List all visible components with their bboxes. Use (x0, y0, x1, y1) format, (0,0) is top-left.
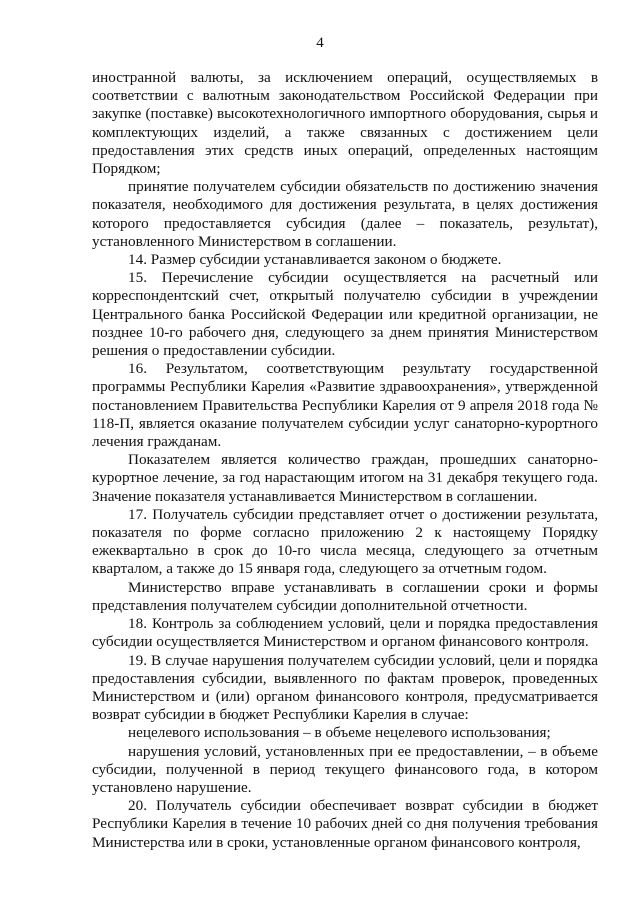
paragraph-14: 14. Размер субсидии устанавливается законом о бюджете. (128, 251, 502, 269)
paragraph-continuation: иностранной валюты, за исключением операций, осуществляемых в соответствии с валютным законодательством Российской Федерации при закупке (поставке) высокотехнологичного импортного оборудования, сырья и комплектующих изделий, а также связанных с достижением цели предоставления этих средств иных операций, определенных настоящим Порядком; (92, 69, 598, 178)
paragraph-violation: нарушения условий, установленных при ее предоставлении, – в объеме субсидии, полученной в период текущего финансового года, в котором установлено нарушение. (92, 742, 598, 796)
paragraph-indicator: Показателем является количество граждан, прошедших санаторно-курортное лечение, за год нарастающим итогом на 31 декабря текущего года. Значение показателя устанавливается Министерством в соглашении. (92, 451, 598, 505)
paragraph-obligation: принятие получателем субсидии обязательств по достижению значения показателя, необходимого для достижения результата, в целях достижения которого предоставляется субсидия (далее – показатель, результат), установленного Министерством в соглашении. (92, 178, 598, 250)
document-body (92, 69, 598, 852)
paragraph-16: 16. Результатом, соответствующим результату государственной программы Республики Карелия «Развитие здравоохранения», утвержденной постановлением Правительства Республики Карелия от 9 апреля 2018 года № 118-П, является оказание получателем субсидии услуг санаторно-курортного лечения гражданам. (92, 360, 598, 451)
paragraph-20: 20. Получатель субсидии обеспечивает возврат субсидии в бюджет Республики Карелия в течение 10 рабочих дней со дня получения требования Министерства или в сроки, установленные органом финансового контроля, (92, 797, 598, 851)
paragraph-additional-reporting: Министерство вправе устанавливать в соглашении сроки и формы представления получателем субсидии дополнительной отчетности. (92, 578, 598, 614)
paragraph-15: 15. Перечисление субсидии осуществляется на расчетный или корреспондентский счет, открытый получателю субсидии в учреждении Центрального банка Российской Федерации или кредитной организации, не позднее 10-го рабочего дня, следующего за днем принятия Министерством решения о предоставлении субсидии. (92, 269, 598, 360)
page-number: 4 (316, 35, 324, 51)
paragraph-17: 17. Получатель субсидии представляет отчет о достижении результата, показателя по форме согласно приложению 2 к настоящему Порядку ежеквартально в срок до 10-го числа месяца, следующего за отчетным кварталом, а также до 15 января года, следующего за отчетным годом. (92, 505, 598, 578)
paragraph-misuse: нецелевого использования – в объеме нецелевого использования; (128, 724, 551, 742)
paragraph-19: 19. В случае нарушения получателем субсидии условий, цели и порядка предоставления субсидии, выявленного по фактам проверок, проведенных Министерством и (или) органом финансового контроля, предусматривается возврат субсидии в бюджет Республики Карелия в случае: (92, 651, 598, 724)
paragraph-18: 18. Контроль за соблюдением условий, цели и порядка предоставления субсидии осуществляется Министерством и органом финансового контроля. (92, 615, 598, 651)
